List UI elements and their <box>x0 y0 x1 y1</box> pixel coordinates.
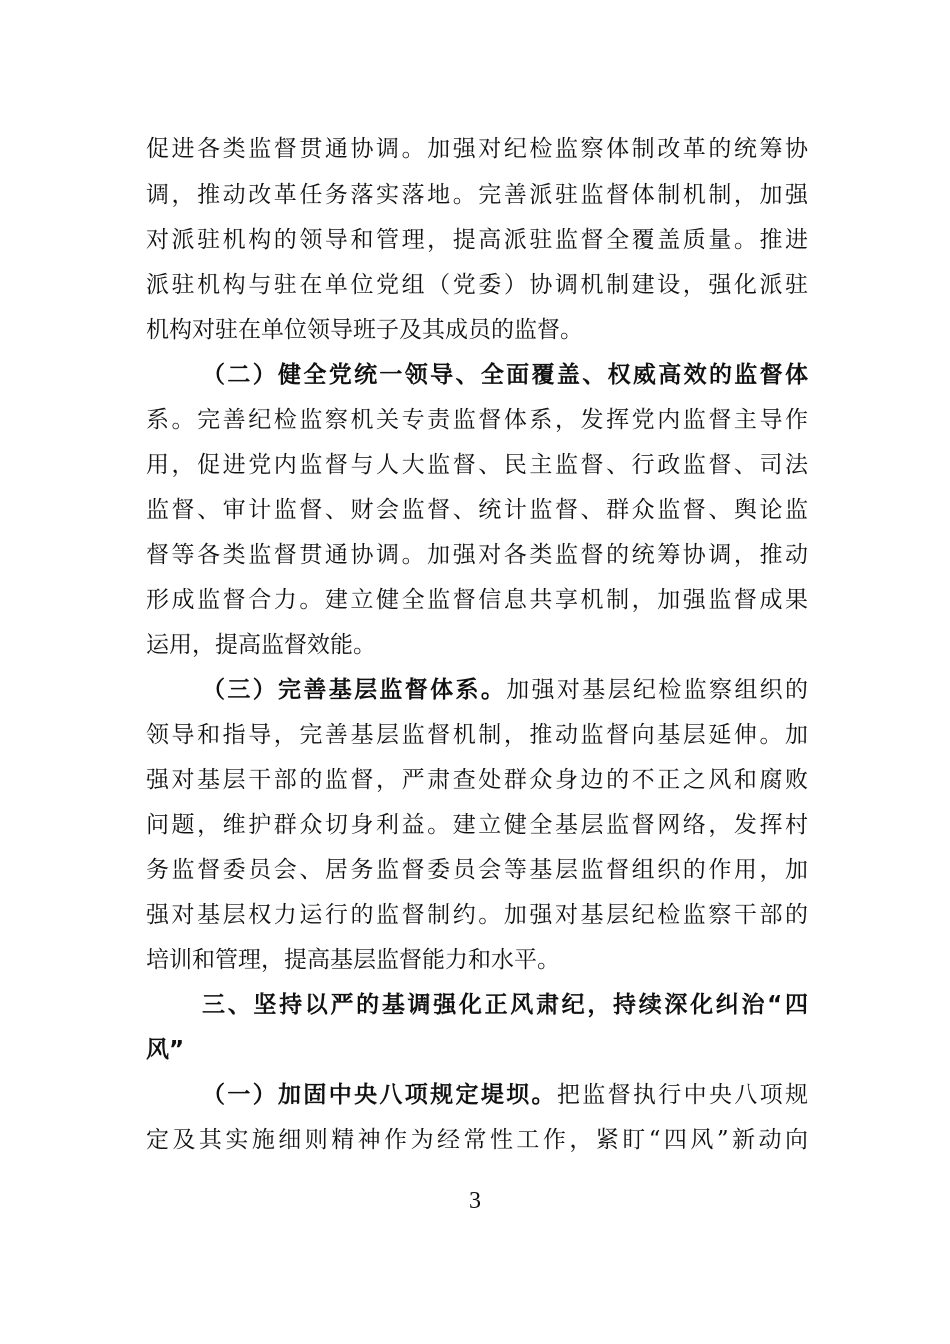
subsection-first-line <box>202 675 808 705</box>
subsection-first-line <box>202 1080 808 1110</box>
body-text-line: 派驻机构与驻在单位党组（党委）协调机制建设，强化派驻 <box>146 272 808 298</box>
section-heading: 三、坚持以严的基调强化正风肃纪，持续深化纠治“四 <box>202 992 808 1018</box>
body-text-line: 机构对驻在单位领导班子及其成员的监督。 <box>146 317 583 343</box>
page-number: 3 <box>469 1188 481 1214</box>
subsection-lead-rest: 把监督执行中央八项规 <box>556 1082 809 1108</box>
body-text-line: 促进各类监督贯通协调。加强对纪检监察体制改革的统筹协 <box>146 136 808 162</box>
body-text-line: 运用，提高监督效能。 <box>146 632 376 658</box>
body-text-line: 务监督委员会、居务监督委员会等基层监督组织的作用，加 <box>146 857 808 883</box>
subsection-lead: （一）加固中央八项规定堤坝。 <box>202 1082 557 1108</box>
body-text-line: 监督、审计监督、财会监督、统计监督、群众监督、舆论监 <box>146 497 808 523</box>
body-text-line: 培训和管理，提高基层监督能力和水平。 <box>146 947 560 973</box>
section-heading-continued: 风” <box>146 1037 185 1063</box>
body-text-line: 形成监督合力。建立健全监督信息共享机制，加强监督成果 <box>146 587 808 613</box>
body-text-line: 调，推动改革任务落实落地。完善派驻监督体制机制，加强 <box>146 182 808 208</box>
body-text-line: 领导和指导，完善基层监督机制，推动监督向基层延伸。加 <box>146 722 808 748</box>
body-text-line: 对派驻机构的领导和管理，提高派驻监督全覆盖质量。推进 <box>146 227 808 253</box>
body-text-line: 强对基层权力运行的监督制约。加强对基层纪检监察干部的 <box>146 902 808 928</box>
subsection-lead: （二）健全党统一领导、全面覆盖、权威高效的监督体 <box>202 362 808 388</box>
body-text-line: 定及其实施细则精神作为经常性工作，紧盯“四风”新动向 <box>146 1127 808 1153</box>
body-text-line: 用，促进党内监督与人大监督、民主监督、行政监督、司法 <box>146 452 808 478</box>
subsection-lead-rest: 加强对基层纪检监察组织的 <box>506 677 809 703</box>
body-text-line: 系。完善纪检监察机关专责监督体系，发挥党内监督主导作 <box>146 407 808 433</box>
body-text-line: 问题，维护群众切身利益。建立健全基层监督网络，发挥村 <box>146 812 808 838</box>
body-text-line: 强对基层干部的监督，严肃查处群众身边的不正之风和腐败 <box>146 767 808 793</box>
subsection-lead: （三）完善基层监督体系。 <box>202 677 507 703</box>
body-text-line: 督等各类监督贯通协调。加强对各类监督的统筹协调，推动 <box>146 542 808 568</box>
